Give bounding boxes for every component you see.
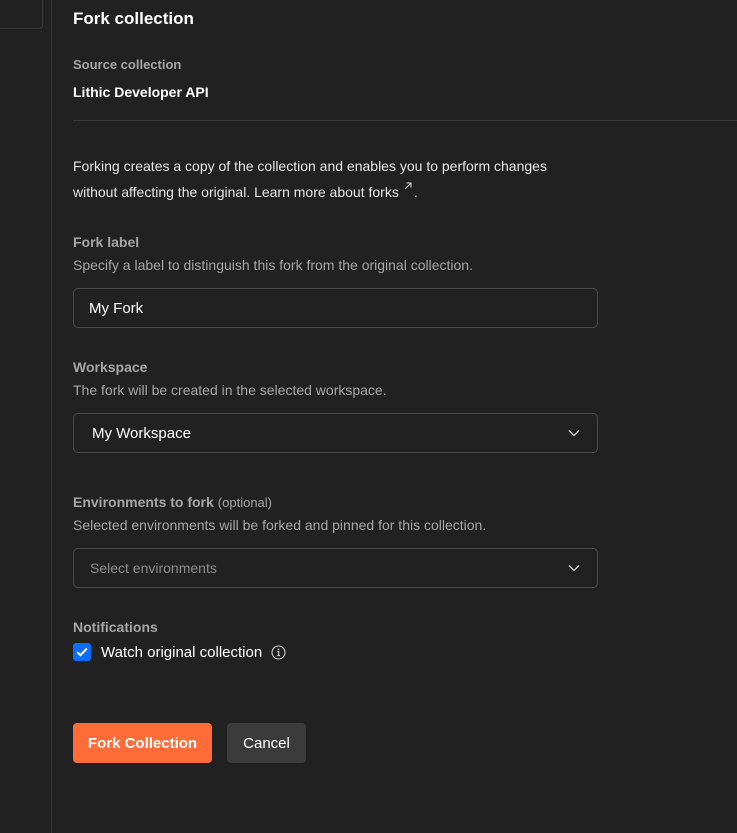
source-collection-value: Lithic Developer API xyxy=(73,84,209,100)
fork-collection-panel xyxy=(53,0,737,833)
environments-select[interactable] xyxy=(73,548,598,588)
environments-label-text: Environments to fork xyxy=(73,494,214,510)
left-pane xyxy=(0,0,52,833)
watch-original-checkbox[interactable] xyxy=(73,643,91,661)
description-text: Forking creates a copy of the collection and enables you to perform changes without affecting the original. xyxy=(73,158,547,200)
left-pane-input-stub[interactable] xyxy=(0,0,43,29)
chevron-down-icon xyxy=(568,429,580,437)
fork-collection-button[interactable]: Fork Collection xyxy=(73,723,212,763)
learn-more-link[interactable]: Learn more about forks xyxy=(254,184,399,200)
watch-original-row xyxy=(73,643,286,661)
page-title: Fork collection xyxy=(73,9,194,28)
environments-help: Selected environments will be forked and pinned for this collection. xyxy=(73,517,487,533)
info-icon[interactable] xyxy=(271,645,286,660)
fork-description xyxy=(73,153,593,205)
source-collection-label: Source collection xyxy=(73,57,182,72)
divider xyxy=(73,120,737,121)
check-icon xyxy=(76,647,88,657)
external-link-icon[interactable] xyxy=(402,180,414,192)
workspace-select[interactable] xyxy=(73,413,598,453)
notifications-label: Notifications xyxy=(73,619,158,635)
workspace-label: Workspace xyxy=(73,359,148,375)
watch-original-label[interactable]: Watch original collection xyxy=(101,643,263,661)
environments-placeholder: Select environments xyxy=(90,560,217,576)
description-period: . xyxy=(413,184,418,200)
workspace-selected-value: My Workspace xyxy=(92,424,191,442)
fork-label-label: Fork label xyxy=(73,234,140,250)
fork-label-help: Specify a label to distinguish this fork from the original collection. xyxy=(73,257,473,273)
workspace-help: The fork will be created in the selected workspace. xyxy=(73,382,387,398)
cancel-button[interactable]: Cancel xyxy=(227,723,306,763)
chevron-down-icon xyxy=(568,564,580,572)
fork-label-input[interactable] xyxy=(73,288,598,328)
optional-tag: (optional) xyxy=(217,495,272,510)
environments-label xyxy=(73,494,272,510)
